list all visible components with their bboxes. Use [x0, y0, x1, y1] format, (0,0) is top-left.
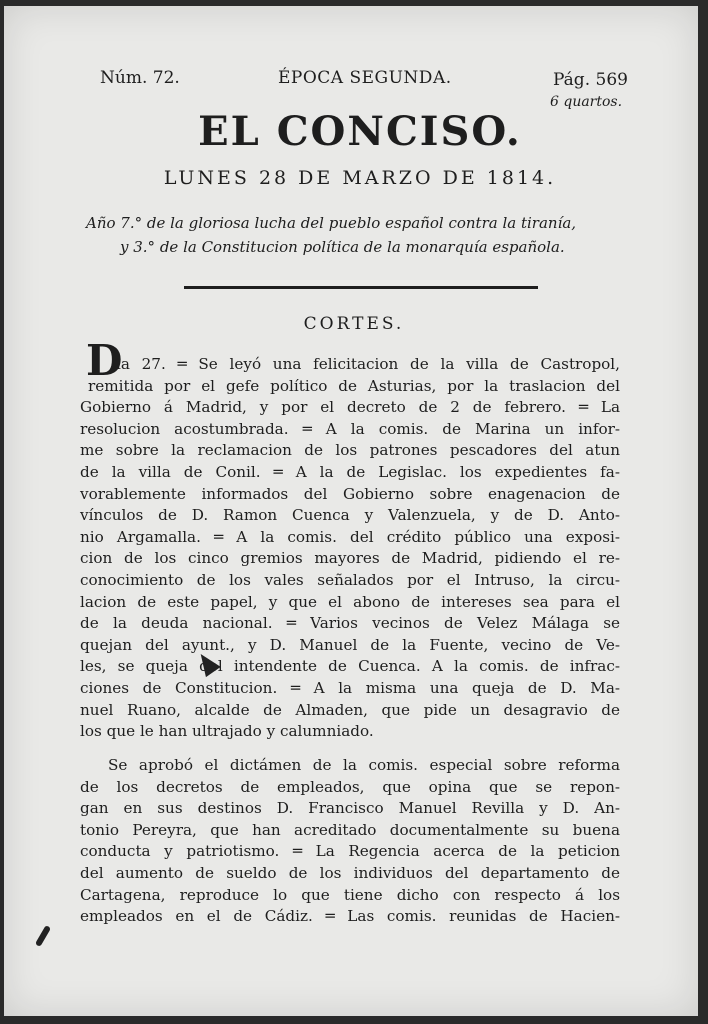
- text-line: los que le han ultrajado y calumniado.: [80, 722, 374, 741]
- price-label: 6 quartos.: [550, 94, 623, 110]
- section-title: CORTES.: [303, 314, 405, 334]
- motto-line-1: Año 7.° de la gloriosa lucha del pueblo español contra la tiranía,: [86, 214, 577, 232]
- text-line: vínculos de D. Ramon Cuenca y Valenzuela, y de D. Anto-: [80, 506, 620, 525]
- text-line: vorablemente informados del Gobierno sobre enagenacion de: [80, 484, 620, 503]
- text-line: remitida por el gefe político de Asturias, por la traslacion del: [88, 376, 620, 395]
- text-line: Se aprobó el dictámen de la comis. especial sobre reforma: [108, 756, 620, 774]
- text-line: tonio Pereyra, que han acreditado documentalmente su buena: [80, 820, 620, 839]
- page-header: [0, 64, 708, 110]
- motto-line-2: y 3.° de la Constitucion política de la monarquía española.: [120, 238, 565, 256]
- text-line: resolucion acostumbrada. ═ A la comis. de Marina un infor-: [80, 419, 620, 438]
- text-line: Cartagena, reproduce lo que tiene dicho con respecto á los: [80, 885, 620, 904]
- masthead-title: EL CONCISO.: [198, 108, 522, 155]
- text-line: gan en sus destinos D. Francisco Manuel Revilla y D. An-: [80, 799, 620, 818]
- paragraph-2: [80, 755, 620, 928]
- page-number: Pág. 569: [553, 70, 628, 90]
- issue-number: Núm. 72.: [100, 68, 180, 88]
- text-line: de los decretos de empleados, que opina que se repon-: [80, 777, 620, 796]
- text-line: nuel Ruano, alcalde de Almaden, que pide un desagravio de: [80, 700, 620, 719]
- text-line: ia 27. ═ Se leyó una felicitacion de la villa de Castropol,: [116, 355, 620, 373]
- text-line: conducta y patriotismo. ═ La Regencia acerca de la peticion: [80, 842, 620, 861]
- text-line: del aumento de sueldo de los individuos del departamento de: [80, 863, 620, 882]
- text-line: me sobre la reclamacion de los patrones pescadores del atun: [80, 441, 620, 460]
- scan-edge: [0, 1016, 708, 1024]
- text-line: lacion de este papel, y que el abono de intereses sea para el: [80, 592, 620, 611]
- paragraph-1: [80, 354, 620, 743]
- text-line: ciones de Constitucion. ═ A la misma una queja de D. Ma-: [80, 678, 620, 697]
- text-line: cion de los cinco gremios mayores de Madrid, pidiendo el re-: [80, 549, 620, 568]
- text-line: de la deuda nacional. ═ Varios vecinos de Velez Málaga se: [80, 614, 620, 633]
- text-line: empleados en el de Cádiz. ═ Las comis. reunidas de Hacien-: [80, 907, 620, 926]
- text-line: les, se queja del intendente de Cuenca. A la comis. de infrac-: [80, 657, 620, 676]
- drop-cap: D: [86, 336, 123, 385]
- text-line: conocimiento de los vales señalados por el Intruso, la circu-: [80, 570, 620, 589]
- text-line: Gobierno á Madrid, y por el decreto de 2 de febrero. ═ La: [80, 398, 620, 417]
- issue-date: LUNES 28 DE MARZO DE 1814.: [163, 167, 557, 189]
- epoch-label: ÉPOCA SEGUNDA.: [278, 68, 452, 88]
- text-line: nio Argamalla. ═ A la comis. del crédito público una exposi-: [80, 527, 620, 546]
- text-line: de la villa de Conil. ═ A la de Legislac. los expedientes fa-: [80, 462, 620, 481]
- text-line: quejan del ayunt., y D. Manuel de la Fuente, vecino de Ve-: [80, 635, 620, 654]
- divider-rule: [184, 286, 538, 289]
